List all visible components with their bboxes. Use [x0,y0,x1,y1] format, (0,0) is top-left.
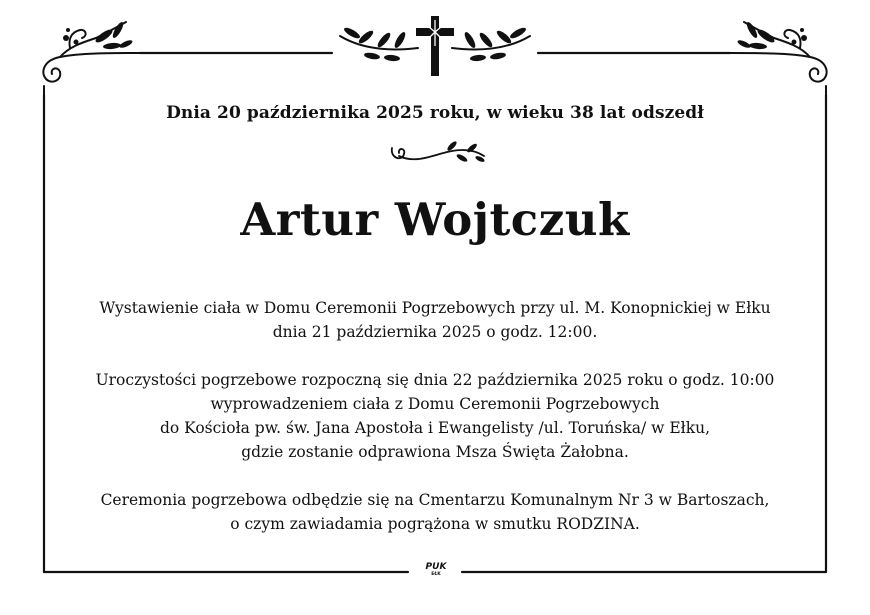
puk-elk-logo [412,563,460,577]
paragraph-line: o czym zawiadamia pogrążona w smutku RODZINA. [230,515,640,533]
burial-paragraph [0,488,870,536]
corner-flourish-icon [730,21,827,95]
viewing-paragraph [0,296,870,344]
paragraph-line: dnia 21 października 2025 o godz. 12:00. [272,323,598,341]
paragraph-line: do Kościoła pw. św. Jana Apostoła i Ewangelisty /ul. Toruńska/ w Ełku, [160,419,710,437]
deceased-name: Artur Wojtczuk [240,193,630,246]
paragraph-line: wyprowadzeniem ciała z Domu Ceremonii Pogrzebowych [210,395,660,413]
paragraph-line: Uroczystości pogrzebowe rozpoczną się dnia 22 października 2025 roku o godz. 10:00 [95,371,775,389]
logo-text-top: PUK [425,562,447,572]
paragraph-line: gdzie zostanie odprawiona Msza Święta Żałobna. [241,443,629,461]
death-announcement-line: Dnia 20 października 2025 roku, w wieku 38 lat odszedł [166,103,704,123]
paragraph-line: Wystawienie ciała w Domu Ceremonii Pogrzebowych przy ul. M. Konopnickiej w Ełku [99,299,771,317]
paragraph-line: Ceremonia pogrzebowa odbędzie się na Cmentarzu Komunalnym Nr 3 w Bartoszach, [100,491,770,509]
corner-flourish-icon [43,21,140,95]
cross-icon [416,16,454,76]
funeral-ceremony-paragraph [0,368,870,464]
logo-text-bottom: EŁK [431,572,441,577]
leaf-divider-icon [392,140,486,163]
